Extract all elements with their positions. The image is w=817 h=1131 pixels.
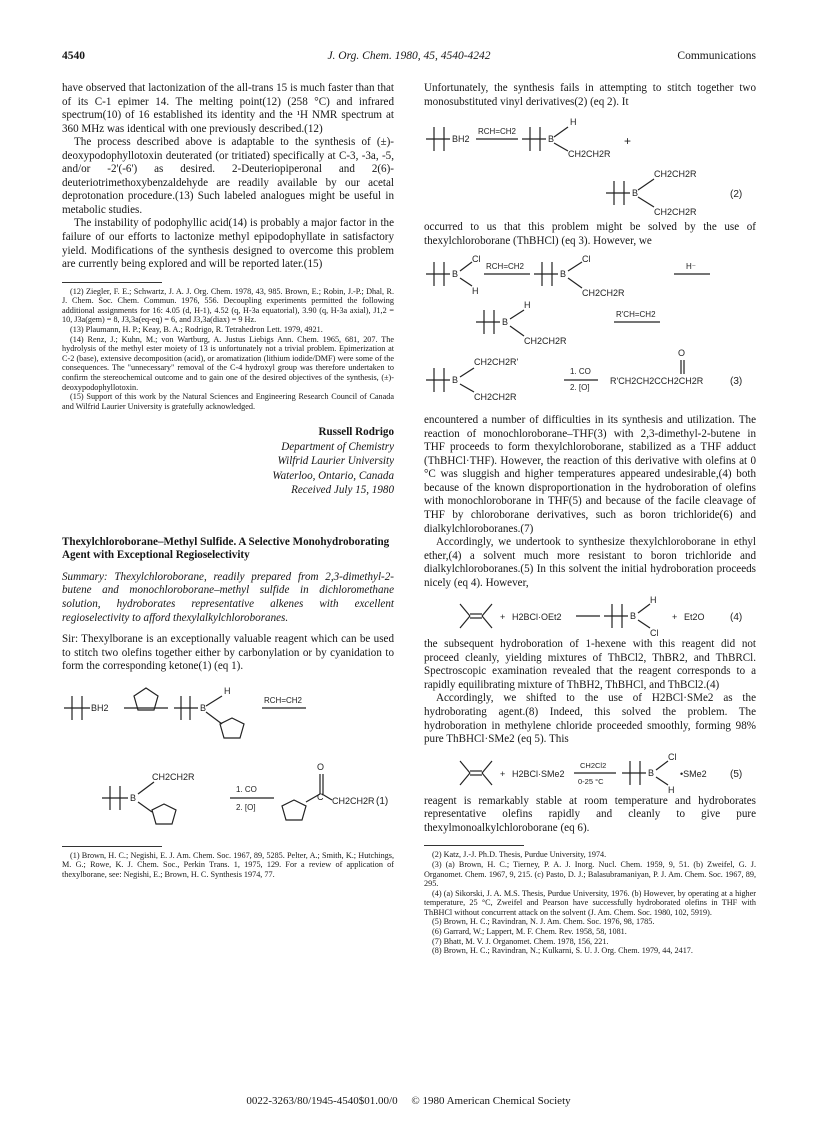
eq1-oxygen: O [317, 761, 325, 772]
eq3-sub2: CH2CH2R [524, 336, 567, 347]
copyright: © 1980 American Chemical Society [411, 1095, 571, 1107]
body-paragraph: encountered a number of difficulties in its synthesis and utilization. The reaction of monochloroborane–THF(3) with 2,3-dimethyl-2-butene in THF proceeds to form thexylchloroborane, stabilized as a THF adduct (ThBHCl·THF). However, the reaction of this derivative with olefins at 0 °C was sluggish and higher temperatures appeared undesirable,(4) both because of the known disproportionation in the hydroboration of olefins with monochloroborane in THF(5) and because of the facile cleavage of THF by chloroborane derivatives, such as boron trichloride(6) and dialkylchloroboranes.(7) [424, 414, 756, 535]
eq2-b: B [548, 134, 555, 145]
eq1-bh2: BH2 [91, 702, 109, 713]
issn-code: 0022-3263/80/1945-4540$01.00/0 [246, 1095, 398, 1107]
eq3-bottom-chain: CH2CH2R [474, 392, 517, 403]
eq1-carbon: C [317, 791, 324, 802]
body-paragraph: have observed that lactonization of the all-trans 15 is much faster than that of its C-1 epimer 14. The melting point(12) (258 °C) and infrared spectrum(10) of 16 established its identity and the ¹H NMR spectrum at 360 MHz was identical with one previously described.(12) [62, 82, 394, 135]
journal-citation: J. Org. Chem. 1980, 45, 4540-4242 [327, 50, 491, 62]
body-paragraph: the subsequent hydroboration of 1-hexene with this reagent did not proceed cleanly, yielding mixtures of ThBCl2, ThBR2, and ThBRCl. Spectroscopic examination revealed that the reagent corresponds to a rapidly equilibrating mixture of ThBH2, ThBHCl, and ThBCl2.(4) [424, 638, 756, 691]
eq3-top-chain: CH2CH2R' [474, 357, 519, 368]
article-title: Thexylchloroborane–Methyl Sulfide. A Selective Monohydroborating Agent with Exceptional Regioselectivity [62, 535, 390, 562]
eq3-h2: H [524, 300, 531, 311]
eq3-b3: B [502, 317, 509, 328]
eq5-h: H [668, 784, 675, 795]
eq3-b: B [452, 269, 459, 280]
eq3-b2: B [560, 269, 567, 280]
eq5-plus: + [500, 768, 506, 779]
footnotes [62, 287, 394, 412]
author-block [62, 425, 394, 498]
footnote-4: (4) (a) Sikorski, J. A. M.S. Thesis, Purdue University, 1976. (b) However, by operating at a higher temperature, 25 °C, Zweifel and Pearson have successfully hydroborated olefins in THF with ThBHCl without concurrent attack on the solvent (J. Am. Chem. Soc. 1980, 102, 5919). [424, 888, 756, 917]
body-paragraph: Accordingly, we shifted to the use of H2BCl·SMe2 as the hydroborating agent.(8) Indeed, this solved the problem. The hydroboration in methylene chloride proceeded smoothly, forming 98% pure ThBHCl·SMe2 (eq 5). This [424, 692, 756, 746]
eq3-step2: 2. [O] [570, 383, 590, 393]
footnote-15: (15) Support of this work by the Natural Sciences and Engineering Research Council of Canada and Wilfrid Laurier University is gratefully acknowledged. [62, 392, 394, 411]
running-header [62, 50, 756, 66]
eq1-reagent: RCH=CH2 [264, 695, 303, 705]
body-paragraph: reagent is remarkably stable at room temperature and hydroborates representative olefins rapidly and cleanly to give pure thexylmonoalkylchloroborane (eq 6). [424, 794, 756, 834]
eq5-temperature: 0-25 °C [578, 776, 604, 786]
eq2-h: H [570, 117, 577, 128]
eq5-reagent: H2BCl·SMe2 [512, 768, 565, 779]
author-university: Wilfrid Laurier University [277, 455, 394, 468]
page-number: 4540 [62, 50, 85, 62]
eq5-cl: Cl [668, 751, 677, 762]
eq2-sub: CH2CH2R [568, 149, 611, 160]
eq3-cl: Cl [472, 254, 481, 265]
footnotes [424, 850, 756, 956]
eq3-oxygen: O [678, 348, 686, 359]
eq3-sub: CH2CH2R [582, 288, 625, 299]
eq3-reagent2: R'CH=CH2 [616, 310, 656, 320]
footnotes [62, 851, 394, 880]
eq3-reagent: RCH=CH2 [486, 262, 525, 272]
equation-4 [424, 592, 756, 638]
footnote-14: (14) Renz, J.; Kuhn, M.; von Wartburg, A. Justus Liebigs Ann. Chem. 1965, 681, 207. The hydrolysis of the methyl ester moiety of 13 is unfortunately not a trivial problem. Epimerization at C-2 (base), extensive decomposition (acid), or aromatization (lithium iodide/DMF) were some of the consequences. The "unnecessary" removal of the C-4 hydroxyl group was therefore undertaken to confirm the stereochemical outcome and to gain one of the desired objectives of the synthesis, (±)-deoxypodophyllotoxin. [62, 334, 394, 392]
eq4-number: (4) [730, 612, 743, 624]
section-label: Communications [677, 50, 756, 62]
eq2-reagent: RCH=CH2 [478, 127, 517, 137]
eq3-step1: 1. CO [570, 367, 591, 377]
footnote-divider [62, 846, 162, 847]
eq3-number: (3) [730, 376, 743, 388]
eq4-plus: + [500, 612, 506, 623]
eq5-solvent: CH2Cl2 [580, 760, 607, 770]
summary-paragraph: Summary: Thexylchloroborane, readily prepared from 2,3-dimethyl-2-butene and monochloroborane–methyl sulfide in dichloromethane solution, hydroborates representative alkenes with excellent regioselectivity to afford thexylalkylchloroboranes. [62, 570, 394, 624]
eq4-reagent: H2BCl·OEt2 [512, 612, 562, 623]
eq4-cl: Cl [650, 628, 659, 639]
eq3-h: H [472, 286, 479, 297]
footnote-5: (5) Brown, H. C.; Ravindran, N. J. Am. Chem. Soc. 1976, 98, 1785. [432, 917, 655, 927]
eq2-top-chain: CH2CH2R [654, 169, 697, 180]
footnote-13: (13) Plaumann, H. P.; Keay, B. A.; Rodrigo, R. Tetrahedron Lett. 1979, 4921. [70, 325, 323, 335]
eq1-b: B [200, 702, 207, 713]
eq5-sme2: •SMe2 [680, 768, 707, 779]
body-paragraph: The instability of podophyllic acid(14) is probably a major factor in the failure of our efforts to lactonize methyl epipodophyllate in satisfactory yield. Modifications of the synthesis designed to overcome this problem are currently being explored and will be reported later.(15) [62, 217, 394, 271]
eq2-bottom-chain: CH2CH2R [654, 207, 697, 218]
eq1-ch2ch2r: CH2CH2R [152, 771, 195, 782]
eq1-number: (1) [376, 795, 389, 807]
footnote-12: (12) Ziegler, F. E.; Schwartz, J. A. J. Org. Chem. 1978, 43, 985. Brown, E.; Robin, J.-P.; Dhal, R. J. Chem. Soc. Chem. Commun. 1976, 556. Decoupling experiments permitted the following additional assignments for 16: 4.05 (d, H-1), 4.52 (q, H-3a equatorial), 3.90 (q, H-3a axial), J1,2 = 10, J3a(gem) = 8, J3,3a(eq-eq) = 6, and J3,3a(diax) = 9 Hz. [62, 286, 394, 325]
body-paragraph: Accordingly, we undertook to synthesize thexylchloroborane in ethyl ether,(4) a solvent much more resistant to boron trichloride and dialkylchloroboranes.(5) In this solvent the initial hydroboration proceeds nicely (eq 4). However, [424, 536, 756, 589]
eq1-b2: B [130, 792, 137, 803]
equation-1 [62, 678, 394, 828]
footnote-7: (7) Bhatt, M. V. J. Organomet. Chem. 1978, 156, 221. [432, 936, 609, 946]
eq1-product: CH2CH2R [332, 795, 375, 806]
author-name: Russell Rodrigo [318, 426, 394, 439]
eq5-number: (5) [730, 768, 743, 780]
equation-5 [424, 749, 756, 795]
eq2-plus: + [624, 134, 632, 149]
received-date: Received July 15, 1980 [291, 484, 394, 497]
author-department: Department of Chemistry [281, 440, 394, 453]
eq4-byproduct: Et2O [684, 612, 705, 623]
eq3-hydride: H⁻ [686, 262, 696, 272]
body-paragraph: Unfortunately, the synthesis fails in attempting to stitch together two monosubstituted vinyl derivatives(2) (eq 2). It [424, 82, 756, 108]
footnote-1: (1) Brown, H. C.; Negishi, E. J. Am. Chem. Soc. 1967, 89, 5285. Pelter, A.; Smith, K.; Hutchings, M. G.; Rowe, K. J. Chem. Soc., Perkin Trans. 1, 1975, 129. For a review of application of thexylborane, see: Negishi, E.; Brown, H. C. Synthesis 1974, 77. [62, 850, 394, 879]
eq5-b: B [648, 767, 655, 778]
eq4-h: H [650, 595, 657, 606]
eq3-cl2: Cl [582, 254, 591, 265]
eq1-h: H [224, 685, 231, 696]
eq1-step2: 2. [O] [236, 802, 256, 812]
eq1-step1: 1. CO [236, 784, 257, 794]
body-paragraph: The process described above is adaptable to the synthesis of (±)-deoxypodophyllotoxin deuterated (or tritiated) specifically at C-3, -3a, -5, and/or -2'(-6') as desired. 2-Deuteriopiperonal and 2(6)-deuteriotrimethoxybenzaldehyde are readily available by our acetal deprotonation procedure.(13) Such labeled analogues might be useful in metabolic studies. [62, 136, 394, 216]
equation-3 [424, 250, 756, 414]
right-column [424, 82, 756, 956]
footnote-divider [424, 845, 524, 846]
author-city: Waterloo, Ontario, Canada [272, 469, 394, 482]
eq4-b: B [630, 611, 637, 622]
body-paragraph: occurred to us that this problem might be solved by the use of thexylchloroborane (ThBHCl) (eq 3). However, we [424, 221, 756, 247]
equation-2 [424, 111, 756, 221]
eq2-bh2: BH2 [452, 134, 470, 145]
footnote-2: (2) Katz, J.-J. Ph.D. Thesis, Purdue University, 1974. [432, 850, 607, 860]
footnote-8: (8) Brown, H. C.; Ravindran, N.; Kulkarni, S. U. J. Org. Chem. 1979, 44, 2417. [432, 946, 693, 956]
page-footer [0, 1095, 817, 1107]
eq3-b4: B [452, 375, 459, 386]
eq2-number: (2) [730, 189, 743, 201]
footnote-divider [62, 282, 162, 283]
eq2-b2: B [632, 188, 639, 199]
footnote-3: (3) (a) Brown, H. C.; Tierney, P. A. J. Inorg. Nucl. Chem. 1959, 9, 51. (b) Zweifel, G. J. Organomet. Chem. 1967, 9, 215. (c) Pasto, D. J.; Balasubramaniyan, P. J. Am. Chem. Soc. 1967, 89, 295. [424, 859, 756, 889]
body-paragraph: Sir: Thexylborane is an exceptionally valuable reagent which can be used to stitch two olefins together either by carbonylation or by cyanidation to form the corresponding ketone(1) (eq 1). [62, 633, 394, 673]
eq4-plus2: + [672, 612, 678, 623]
eq3-product: R'CH2CH2CCH2CH2R [610, 376, 704, 387]
left-column [62, 82, 394, 879]
footnote-6: (6) Garrard, W.; Lappert, M. F. Chem. Rev. 1958, 58, 1081. [432, 927, 627, 937]
